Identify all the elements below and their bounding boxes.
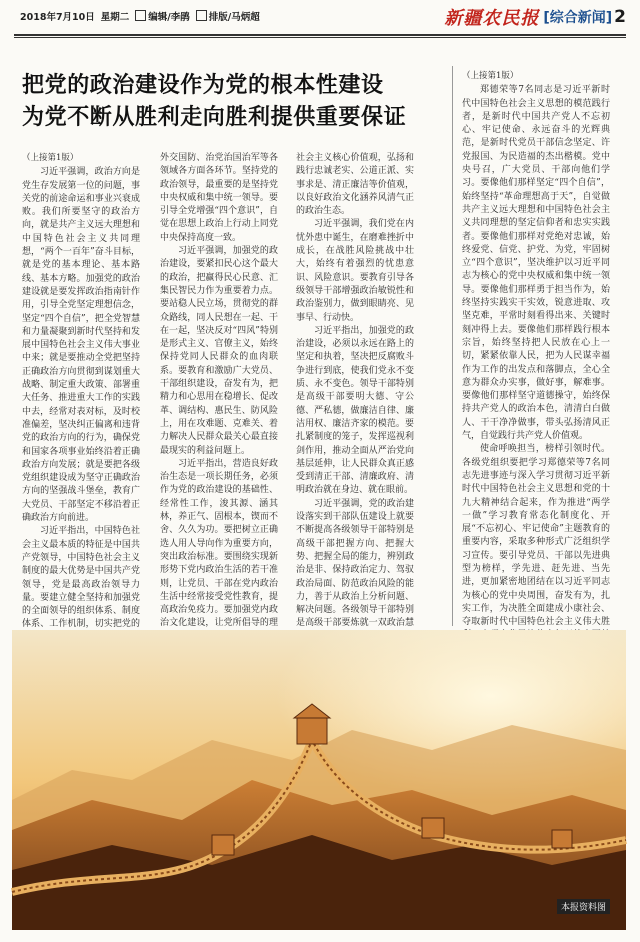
headline-line-1: 把党的政治建设作为党的根本性建设 <box>22 73 384 98</box>
article-column-1 <box>22 152 140 652</box>
paper-name-logo: 新疆农民报 <box>444 8 540 29</box>
masthead <box>386 2 626 32</box>
continued-note: （上接第1版） <box>462 71 519 81</box>
issue-weekday: 星期二 <box>100 12 130 23</box>
column-divider <box>452 66 453 626</box>
section-name: [综合新闻] <box>543 10 613 26</box>
headline-line-2: 为党不断从胜利走向胜利提供重要保证 <box>22 105 407 130</box>
photo-caption: 本报资料图 <box>557 899 610 914</box>
article-column-3 <box>296 152 414 629</box>
paragraph: 习近平指出，营造良好政治生态是一项长期任务，必须作为党的政治建设的基础性、经常性工作，浚其源、涵其林，养正气、固根本，锲而不舍、久久为功。要把树立正确选人用人导向作为重要方向，突出政治标准。要围绕实现新形势下党内政治生活的若干准则，让党员、干部在党内政治生活中经常接受党性教育，提高政治免疫力。要加强党内政治文化建设，让党所倡导的理 <box>160 458 278 629</box>
paragraph: 习近平强调，我们党在内忧外患中诞生，在磨难挫折中成长，在战胜风险挑战中壮大，始终有着强烈的忧患意识、风险意识。要教育引导各级领导干部增强政治敏锐性和政治鉴别力，做到眼睛亮、见事早、行动快。 <box>296 219 414 323</box>
checkbox-icon <box>196 10 207 21</box>
great-wall-illustration <box>12 630 626 930</box>
layout-credit: 排版/马炳超 <box>196 9 260 23</box>
paragraph: 习近平强调，党的政治建设落实到干部队伍建设上就要不断提高各级领导干部特别是高级干部把握方向、把握大势、把握全局的能力，辨别政治是非、保持政治定力、驾驭政治局面、防范政治风险的能力，善于从政治上分析问题、解决问题。各级领导干部特别是高级干部要炼就一双政治慧 <box>296 498 414 629</box>
page-number: 2 <box>614 7 626 27</box>
great-wall-photo <box>12 630 626 930</box>
paragraph: 习近平指出，中国特色社会主义最本质的特征是中国共产党领导，中国特色社会主义制度的最大优势是中国共产党领导，党是最高政治领导力量。要建立健全坚持和加强党的全面领导的组织体系、制度体系、工作机制，切实把党的 <box>22 526 140 630</box>
paragraph: 习近平指出，加强党的政治建设，必须以永远在路上的坚定和执着，坚决把反腐败斗争进行到底，使我们党永不变质、永不变色。领导干部特别是高级干部要明大德、守公德、严私德，做廉洁自律、廉洁用权、廉洁齐家的模范。要扎紧制度的笼子，发挥巡视利剑作用，推动全面从严治党向基层延伸，让人民群众真正感受到清正干部、清廉政府、清明政治就在身边、就在眼前。 <box>296 325 414 496</box>
paragraph: 社会主义核心价值观，弘扬和践行忠诚老实、公道正派、实事求是、清正廉洁等价值观，以良好政治文化涵养风清气正的政治生态。 <box>296 153 414 217</box>
paragraph: 郑德荣等7名同志是习近平新时代中国特色社会主义思想的模范践行者，是新时代中国共产党人不忘初心、牢记使命、永远奋斗的光辉典范，是新时代党员干部信念坚定、许党报国、为民造福的杰出楷模。党中央号召，广大党员、干部向他们学习。要像他们那样坚定“四个自信”，始终坚持“革命理想高于天”，自觉做共产主义远大理想和中国特色社会主义共同理想的坚定信仰者和忠实实践者。要像他们那样对党绝对忠诚，始终爱党、信党、护党、为党，牢固树立“四个意识”，坚决维护以习近平同志为核心的党中央权威和集中统一领导。要像他们那样勇于担当作为，始终坚持实践实干实效，锐意进取、攻坚克难，平常时刻看得出来、关键时刻冲得上去。要像他们那样践行根本宗旨，始终坚持把人民放在心上一切，紧紧依靠人民，把为人民谋幸福作为工作的出发点和落脚点，全心全意为群众办实事，做好事，解难事。要像他们那样坚守道德操守，始终保持共产党人的政治本色，清清白白做人、干干净净做事，带头弘扬清风正气，自觉践行共产党人价值观。 <box>462 85 610 442</box>
issue-date: 2018年7月10日 <box>20 12 95 23</box>
editor-credit: 编辑/李鹃 <box>135 9 189 23</box>
continued-note: （上接第1版） <box>22 153 79 163</box>
checkbox-icon <box>135 10 146 21</box>
paragraph: 外交国防、治党治国治军等各领域各方面各环节。坚持党的政治领导，最重要的是坚持党中央权威和集中统一领导。要引导全党增强“四个意识”，自觉在思想上政治上行动上同党中央保持高度一致。 <box>160 153 278 243</box>
headline <box>22 70 452 134</box>
paragraph: 使命呼唤担当，榜样引领时代。各级党组织要把学习郑德荣等7名同志先进事迹与深入学习贯彻习近平新时代中国特色社会主义思想和党的十九大精神结合起来，作为推进“两学一做”学习教育常态化制度化、开展“不忘初心、牢记使命”主题教育的重要内容，采取多种形式广泛组织学习宣传。要引导党员、干部以先进典型为榜样，学先进、赶先进、当先进，更加紧密地团结在以习近平同志为核心的党中央周围，奋发有为，扎实工作，为决胜全面建成小康社会、夺取新时代中国特色社会主义伟大胜 <box>462 444 610 628</box>
article-column-4 <box>462 70 610 640</box>
paragraph: 习近平强调，加强党的政治建设，要紧扣民心这个最大的政治，把赢得民心民意、汇集民智民力作为重要着力点。要站稳人民立场，贯彻党的群众路线，同人民想在一起、干在一起，坚决反对“四风”特别是形式主义、官僚主义，始终保持党同人民群众的血肉联系。要教育和激励广大党员、干部组织建设，奋发有为，把精力和心思用在稳增长、促改革、调结构、惠民生、防风险上，用在攻难题、克难关、着力解决人民群众最关心最直接最现实的利益问题上。 <box>160 246 278 456</box>
issue-info-bar <box>20 9 350 23</box>
article-column-2 <box>160 152 278 629</box>
header-rule <box>14 34 626 36</box>
header-rule-thin <box>14 37 626 38</box>
paragraph: 习近平强调，政治方向是党生存发展第一位的问题，事关党的前途命运和事业兴衰成败。我们所要坚守的政治方向，就是共产主义远大理想和中国特色社会主义共同理想，“两个一百年”奋斗目标，就是党的基本理论、基本路线、基本方略。加强党的政治建设就是要发挥政治指南针作用，引导全党坚定理想信念，坚定“四个自信”，把全党智慧和力量凝聚到新时代坚持和发展中国特色社会主义伟大事业中来；就是要推动全党把坚持正确政治方向贯彻到谋划重大战略、制定重大政策、部署重大任务、推进重大工作的实践中去，经常对表对标，及时校准偏差，坚决纠正偏离和违背党的政治方向的行为，确保党和国家各项事业始终沿着正确政治方向发展；就是要把各级党组织建设成为坚守正确政治方向的坚强战斗堡垒，教育广大党员、干部坚定不移沿着正确政治方向前进。 <box>22 167 140 524</box>
